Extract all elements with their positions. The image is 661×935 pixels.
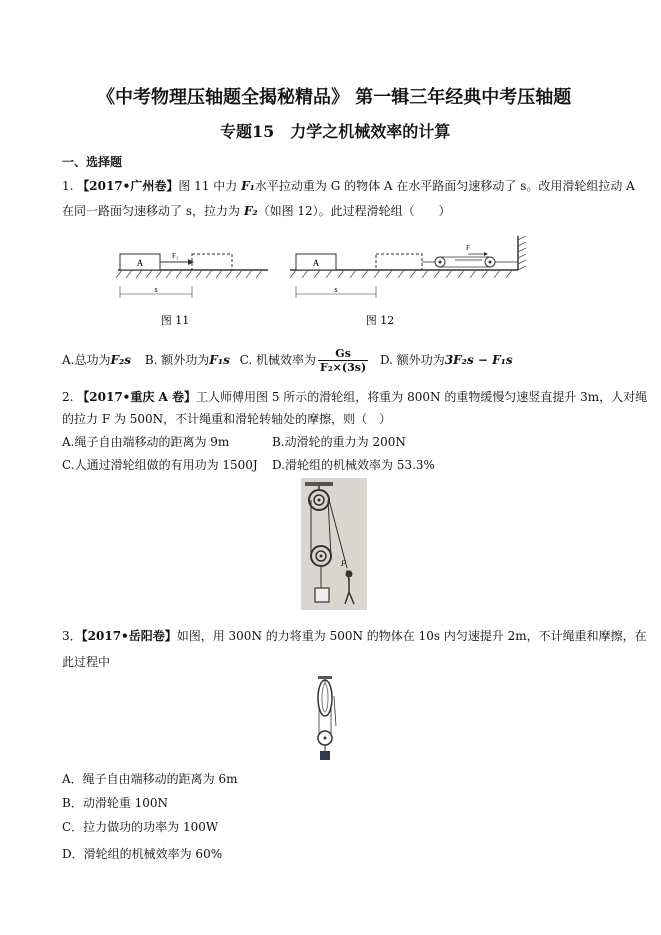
q1-text-c: 在同一路面匀速移动了 s，拉力为 xyxy=(62,204,240,218)
q1-option-a: A.总功为 xyxy=(62,353,111,367)
q1-option-a-expr: F₂s xyxy=(110,353,132,367)
q2-option-a: A.绳子自由端移动的距离为 9m xyxy=(62,435,230,449)
q1-f2-symbol: F₂ xyxy=(243,204,258,218)
fig12-caption: 图 12 xyxy=(365,314,395,327)
q1-option-c: C. 机械效率为 xyxy=(239,353,317,367)
fig12-force-label: F xyxy=(466,244,470,252)
q2-worker xyxy=(346,571,353,578)
fig11-block-moved xyxy=(192,254,232,270)
q2-line1 xyxy=(62,388,647,405)
page-subtitle: 专题15 力学之机械效率的计算 xyxy=(220,122,451,141)
fig12-distance-label: s xyxy=(334,285,338,294)
q3-option-c: C．拉力做功的功率为 100W xyxy=(62,820,219,834)
q2-line2: 的拉力 F 为 500N，不计绳重和滑轮转轴处的摩擦，则（ ） xyxy=(62,412,392,426)
q3-ceiling xyxy=(318,676,332,679)
fig11-caption: 图 11 xyxy=(160,314,190,327)
q1-f1-symbol: F₁ xyxy=(241,179,255,193)
fig12-block-label: A xyxy=(312,258,320,268)
q1-text-b: 水平拉动重为 G 的物体 A 在水平路面匀速移动了 s。改用滑轮组拉动 A xyxy=(254,179,635,193)
q1-option-c-numerator: Gs xyxy=(318,347,368,361)
q3-option-b: B．动滑轮重 100N xyxy=(62,796,169,810)
q3-figure xyxy=(312,676,342,762)
q2-text-1: 工人师傅用图 5 所示的滑轮组，将重为 800N 的重物缓慢匀速竖直提升 3m，人对绳 xyxy=(196,390,648,404)
q1-option-c-fraction xyxy=(318,347,368,374)
q2-option-b: B.动滑轮的重力为 200N xyxy=(272,435,406,449)
fig12-block-moved xyxy=(376,254,422,270)
q3-option-a: A．绳子自由端移动的距离为 6m xyxy=(62,772,238,786)
q3-line1 xyxy=(62,627,647,644)
fig11-block-label: A xyxy=(136,258,144,268)
q3-text-1: 如图，用 300N 的力将重为 500N 的物体在 10s 内匀速提升 2m，不计绳重和摩擦，在 xyxy=(176,629,647,643)
q1-source: 【2017•广州卷】 xyxy=(77,179,179,193)
q1-text-a: 图 11 中力 xyxy=(178,179,238,193)
q2-figure xyxy=(301,478,367,610)
q3-line2: 此过程中 xyxy=(62,655,111,669)
q1-option-d: D. 额外功为 xyxy=(379,353,445,367)
q3-fixed-pulley xyxy=(318,680,332,716)
q2-number: 2. xyxy=(62,390,74,404)
q1-line2 xyxy=(62,202,451,219)
q2-option-d: D.滑轮组的机械效率为 53.3% xyxy=(272,458,435,472)
q1-options xyxy=(62,347,513,374)
q3-weight xyxy=(320,751,330,760)
q1-option-b-expr: F₁s xyxy=(209,353,230,367)
q2-ceiling xyxy=(305,482,333,486)
section-heading: 一、选择题 xyxy=(62,155,123,169)
figure-11 xyxy=(116,252,268,327)
q3-number: 3． xyxy=(62,629,82,643)
q3-source: 【2017•岳阳卷】 xyxy=(81,629,177,643)
q2-option-c: C.人通过滑轮组做的有用功为 1500J xyxy=(62,458,258,472)
fig11-force-label: F₁ xyxy=(172,252,179,260)
q1-text-d: （如图 12）。此过程滑轮组（ ） xyxy=(257,204,451,218)
q1-figures xyxy=(110,236,530,336)
q1-number: 1. xyxy=(62,179,74,193)
q1-option-b: B. 额外功为 xyxy=(144,353,210,367)
q1-option-d-expr: 3F₂s − F₁s xyxy=(444,353,513,367)
fig11-distance-label: s xyxy=(154,285,158,294)
q2-source: 【2017•重庆 A 卷】 xyxy=(77,390,197,404)
page-title: 《中考物理压轴题全揭秘精品》 第一辑三年经典中考压轴题 xyxy=(97,87,572,108)
q3-option-d: D．滑轮组的机械效率为 60% xyxy=(62,847,223,861)
q2-force-label: F xyxy=(341,559,346,568)
figure-12 xyxy=(290,236,526,327)
q1-option-c-denominator: F₂×(3s) xyxy=(320,361,367,374)
q2-weight xyxy=(315,588,329,602)
q1-line1 xyxy=(62,177,635,194)
